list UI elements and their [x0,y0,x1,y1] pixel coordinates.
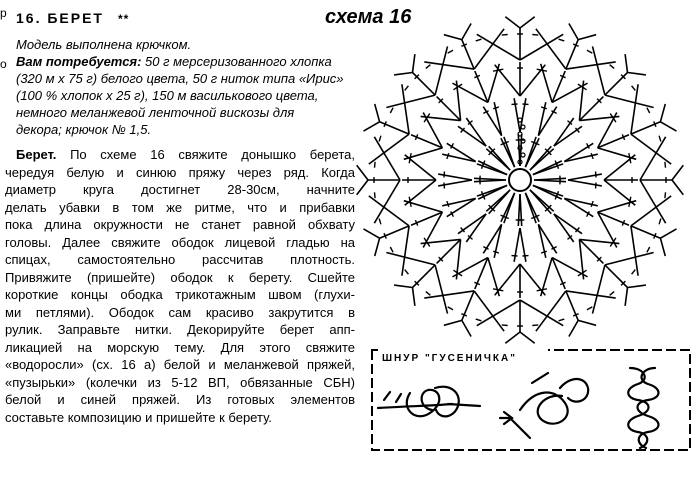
stitch-tick [559,319,565,321]
stitch-line [605,73,628,96]
stitch-line [438,174,472,180]
stitch-tick [532,325,538,326]
stitch-line [437,97,461,121]
outer-fan [394,54,415,75]
stitch-tick [659,136,661,142]
instruction-line: спицах, самостоятельно рассчитав плотность. [5,252,355,267]
stitch-tick [405,270,409,275]
cord-chain [378,404,452,408]
outer-fan [625,54,646,75]
stitch-line [525,193,536,223]
stitch-line [566,291,578,321]
stitch-tick [610,65,615,69]
stitch-line [605,95,654,107]
stitch-tick [426,292,431,296]
stitch-line [593,265,605,314]
stitch-tick [503,142,509,144]
stitch-line [413,265,436,288]
materials-line-4: немного меланжевой ленточной вискозы для [16,105,295,120]
stitch-tick [476,319,482,321]
stitch-tick [375,162,376,168]
stitch-line [475,71,488,102]
stitch-line [605,265,628,288]
instruction-line: составьте композицию и пришейте к берету. [5,409,272,425]
cord-diagram [370,348,695,458]
difficulty-stars: ** [117,12,130,26]
outer-fan [569,24,596,40]
instruction-line: диаметр круга достигнет 28-30см, начните [5,182,355,197]
materials-line-2: (320 м х 75 г) белого цвета, 50 г ниток типа «Ирис» [16,71,344,86]
cord-tail [510,373,548,438]
outer-fan [505,17,534,28]
stitch-line [605,253,654,265]
stitch-tick [556,163,558,169]
stitch-line [631,122,661,134]
stitch-line [462,40,474,70]
stitch-line [534,180,566,182]
stitch-tick [482,191,484,197]
stitch-line [631,84,638,134]
cord-twist [520,393,568,424]
stitch-line [466,214,486,242]
stitch-line [411,212,442,225]
stitch-line [554,214,582,234]
stitch-line [554,214,574,242]
stitch-tick [541,251,547,253]
stitch-tick [476,39,482,41]
stitch-tick [448,307,453,310]
stitch-tick [447,201,449,207]
stitch-tick [390,108,393,113]
stitch-tick [447,153,449,159]
cord-loop [407,390,440,416]
instruction-line: ликацией на морскую тему. Для этого свяжите [5,339,355,355]
stitch-line [552,258,565,289]
stitch-line [424,62,474,69]
model-line: Модель выполнена крючком. [16,37,192,52]
stitch-line [631,226,638,276]
chain-stitch-dot [521,153,525,157]
outer-fan [672,165,683,194]
stitch-tick [629,153,630,159]
margin-mark-bottom: о [0,57,7,71]
stitch-tick [493,251,499,253]
instruction-line: ми петлями). Ободок сам красиво закрутится в [5,304,355,320]
stitch-line [568,174,602,180]
stitch-tick [390,247,393,252]
instruction-line: белой и синей пряжей. Из готовых элементов [5,392,355,407]
stitch-line [514,228,520,262]
instruction-line: головы. Далее свяжите ободок лицевой гладью на [5,234,355,250]
stitch-line [466,118,486,146]
stitch-tick [502,325,508,326]
stitch-line [437,239,461,263]
scheme-label: схема 16 [325,6,412,28]
stitch-tick [405,86,409,91]
stitch-line [435,265,447,314]
stitch-line [566,62,616,69]
stitch-line [566,40,578,70]
stitch-line [458,126,486,146]
stitch-tick [632,270,636,275]
stitch-tick [379,136,381,142]
stitch-line [380,226,410,238]
materials-label: Вам потребуется: [16,54,142,69]
stitch-tick [665,192,666,198]
instruction-line: короткие концы ободка трикотажным швом (глухи- [5,287,355,302]
instruction-line: делать убавки в том же ритме, что и прибавки [5,199,355,215]
stitch-tick [493,107,499,109]
stitch-line [386,95,435,107]
cord-label: ШНУР "ГУСЕНИЧКА" [382,353,517,364]
outer-fan [364,104,380,131]
stitch-tick [375,192,376,198]
stitch-tick [541,289,547,290]
stitch-line [413,73,436,96]
outer-fan [444,320,471,336]
stitch-tick [610,292,615,296]
stitch-line [380,122,410,134]
stitch-tick [531,216,537,218]
instruction-line: Привяжите (пришейте) ободок к берету. Сшейте [5,269,355,285]
instruction-line: рулик. Заправьте нитки. Декорируйте берет апп- [5,322,355,337]
stitch-tick [379,219,381,225]
outer-fan [569,320,596,336]
stitch-tick [502,35,508,36]
stitch-line [579,97,603,121]
stitch-line [386,253,435,265]
stitch-line [579,239,603,263]
cord-twist [560,379,588,402]
stitch-tick [587,50,592,53]
stitch-tick [632,86,636,91]
materials-line-3: (100 % хлопок х 25 г), 150 м василькового цвета, [16,88,319,103]
outer-fan [364,229,380,256]
cord-arrow [500,412,512,424]
stitch-line [474,178,506,180]
stitch-tick [532,35,538,36]
stitch-line [411,135,442,148]
stitch-line [518,194,520,226]
instruction-line: чередуя белую и синюю пряжу через ряд. Когда [5,164,355,180]
stitch-tick [647,108,650,113]
outer-fan [357,165,368,194]
instruction-line: Берет. По схеме 16 свяжите донышко берета, [16,147,355,162]
materials-line-1: Вам потребуется: 50 г мерсеризованного хлопка [16,54,332,69]
stitch-line [598,212,629,225]
instruction-line: «пузырьки» (колечки из 5-12 ВП, обвязанные СБН) [5,374,355,390]
instruction-line: «водоросли» (сх. 16 а) белой и меланжевой пряжей, [5,357,355,372]
stitch-line [458,214,486,234]
outer-fan [660,104,676,131]
stitch-line [554,126,582,146]
margin-mark-top: р [0,6,7,20]
outer-fan [505,332,534,343]
materials-line-5: декора; крючок № 1,5. [16,122,152,137]
stitch-tick [541,107,547,109]
stitch-line [554,118,574,146]
stitch-tick [410,201,411,207]
stitch-tick [587,307,592,310]
stitch-line [402,226,409,276]
article-title: 16. БЕРЕТ [16,10,104,26]
center-ring [509,169,531,191]
stitch-line [402,84,409,134]
stitch-line [504,137,515,167]
outer-fan [394,285,415,306]
cord-arrow [384,392,401,402]
stitch-line [438,180,472,186]
stitch-line [435,46,447,95]
stitch-line [593,46,605,95]
instructions-text [5,146,355,426]
stitch-line [568,180,602,186]
outer-fan [660,229,676,256]
stitch-line [631,226,661,238]
stitch-line [598,135,629,148]
instruction-line: пока длина окружности не станет равной обхвату [5,217,355,232]
stitch-line [566,291,616,298]
stitch-tick [426,65,431,69]
stitch-tick [647,247,650,252]
stitch-tick [559,39,565,41]
article-heading [16,10,129,26]
outer-fan [625,285,646,306]
beret-label: Берет. [16,147,57,162]
stitch-line [477,185,507,196]
cord-hook [448,404,480,406]
stitch-line [552,71,565,102]
stitch-tick [448,50,453,53]
stitch-line [533,164,563,175]
stitch-tick [659,219,661,225]
stitch-tick [591,201,593,207]
stitch-line [520,228,526,262]
outer-fan [444,24,471,40]
stitch-line [475,258,488,289]
stitch-tick [591,153,593,159]
stitch-line [462,291,474,321]
stitch-tick [665,162,666,168]
stitch-line [514,98,520,132]
stitch-line [424,291,474,298]
crochet-round-chart [345,10,695,350]
